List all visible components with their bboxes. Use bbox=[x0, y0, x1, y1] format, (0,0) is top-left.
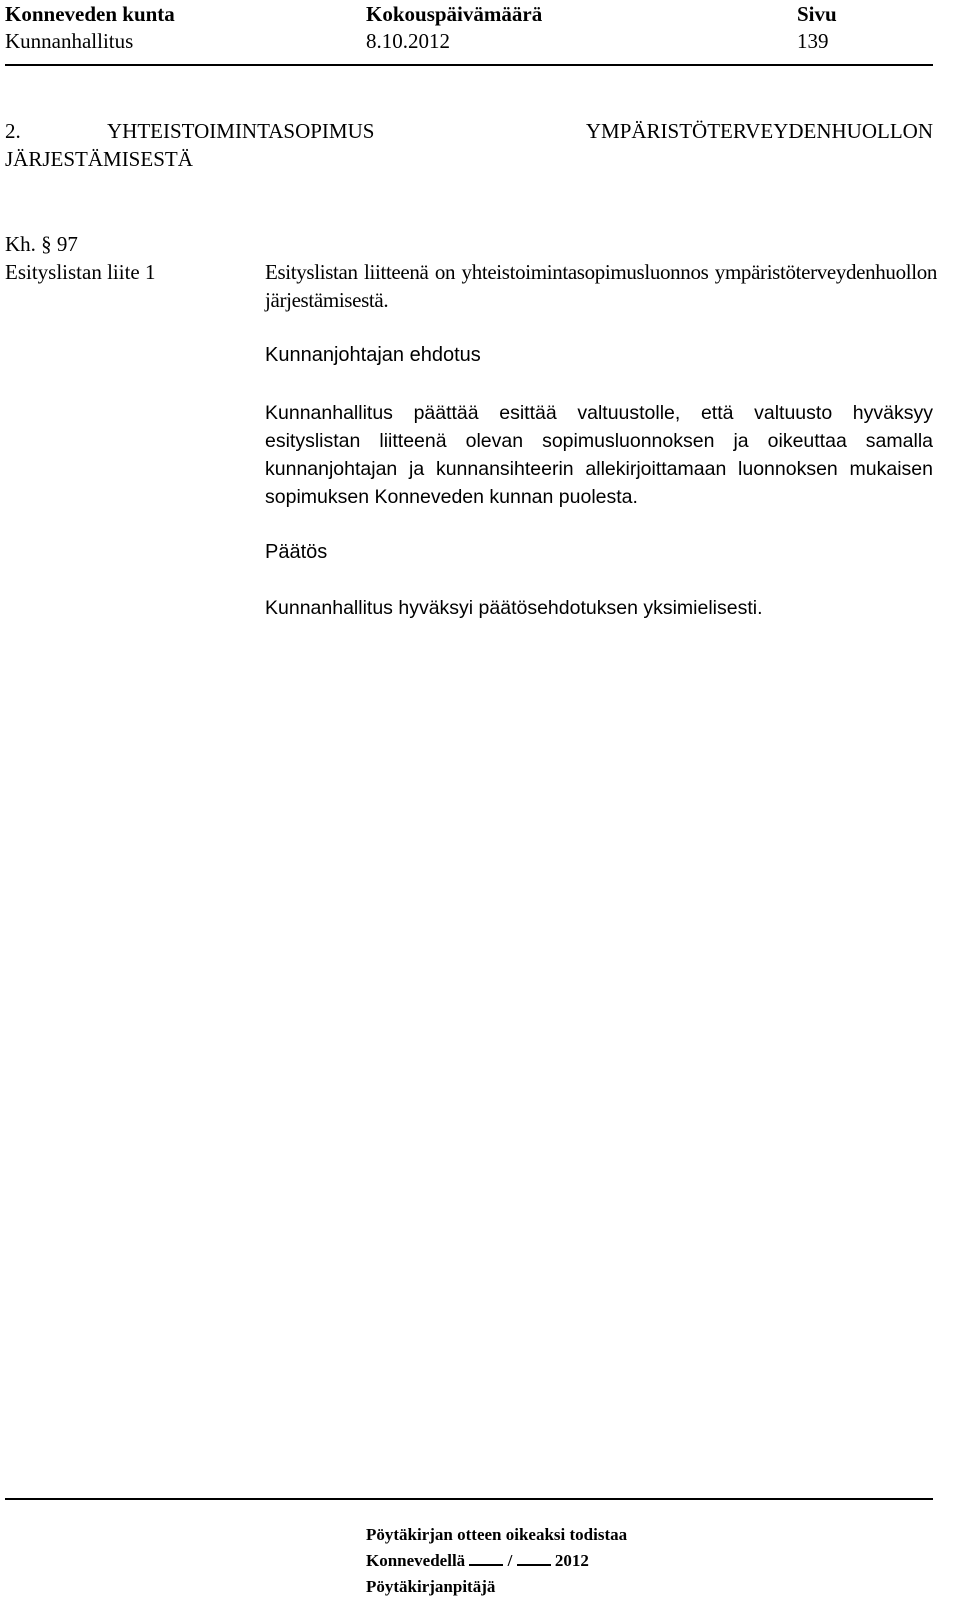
section-title-part1: YHTEISTOIMINTASOPIMUS bbox=[107, 119, 375, 143]
header-rule bbox=[5, 64, 933, 66]
meeting-date: 8.10.2012 bbox=[366, 29, 450, 53]
month-blank bbox=[517, 1548, 551, 1566]
attachment-label: Esityslistan liite 1 bbox=[5, 260, 156, 284]
decision-text: Kunnanhallitus hyväksyi päätösehdotuksen yksimielisesti. bbox=[265, 597, 763, 619]
proposal-heading: Kunnanjohtajan ehdotus bbox=[265, 344, 481, 366]
certification-role: Pöytäkirjanpitäjä bbox=[366, 1577, 496, 1596]
certification-place-date bbox=[366, 1548, 627, 1574]
decision-heading: Päätös bbox=[265, 541, 328, 563]
section-title-line2: JÄRJESTÄMISESTÄ bbox=[5, 147, 193, 171]
proposal-paragraph: Kunnanhallitus päättää esittää valtuustolle, että valtuusto hyväksyy esityslistan liitteenä olevan sopimusluonnoksen ja oikeuttaa samalla kunnanjohtajan ja kunnansihteerin allekirjoittamaan luonnoksen mukaisen sopimuksen Konneveden kunnan puolesta. bbox=[265, 402, 933, 508]
certification-text: Pöytäkirjan otteen oikeaksi todistaa bbox=[366, 1525, 628, 1544]
governing-body: Kunnanhallitus bbox=[5, 29, 134, 53]
page-number: 139 bbox=[797, 29, 829, 53]
section-number: 2. bbox=[5, 119, 21, 143]
intro-paragraph: Esityslistan liitteenä on yhteistoimintasopimusluonnos ympäristöterveydenhuollon järjestämisestä. bbox=[265, 260, 937, 312]
page-label: Sivu bbox=[797, 2, 837, 26]
day-blank bbox=[469, 1548, 503, 1566]
section-title-part2: YMPÄRISTÖTERVEYDENHUOLLON bbox=[585, 119, 933, 143]
certification-block bbox=[366, 1522, 627, 1600]
meeting-date-label: Kokouspäivämäärä bbox=[366, 2, 543, 26]
date-separator: / bbox=[507, 1551, 513, 1570]
item-reference: Kh. § 97 bbox=[5, 232, 78, 256]
certification-place: Konnevedellä bbox=[366, 1551, 466, 1570]
municipality-name: Konneveden kunta bbox=[5, 2, 175, 26]
footer-rule bbox=[5, 1498, 933, 1500]
certification-year: 2012 bbox=[554, 1551, 589, 1570]
